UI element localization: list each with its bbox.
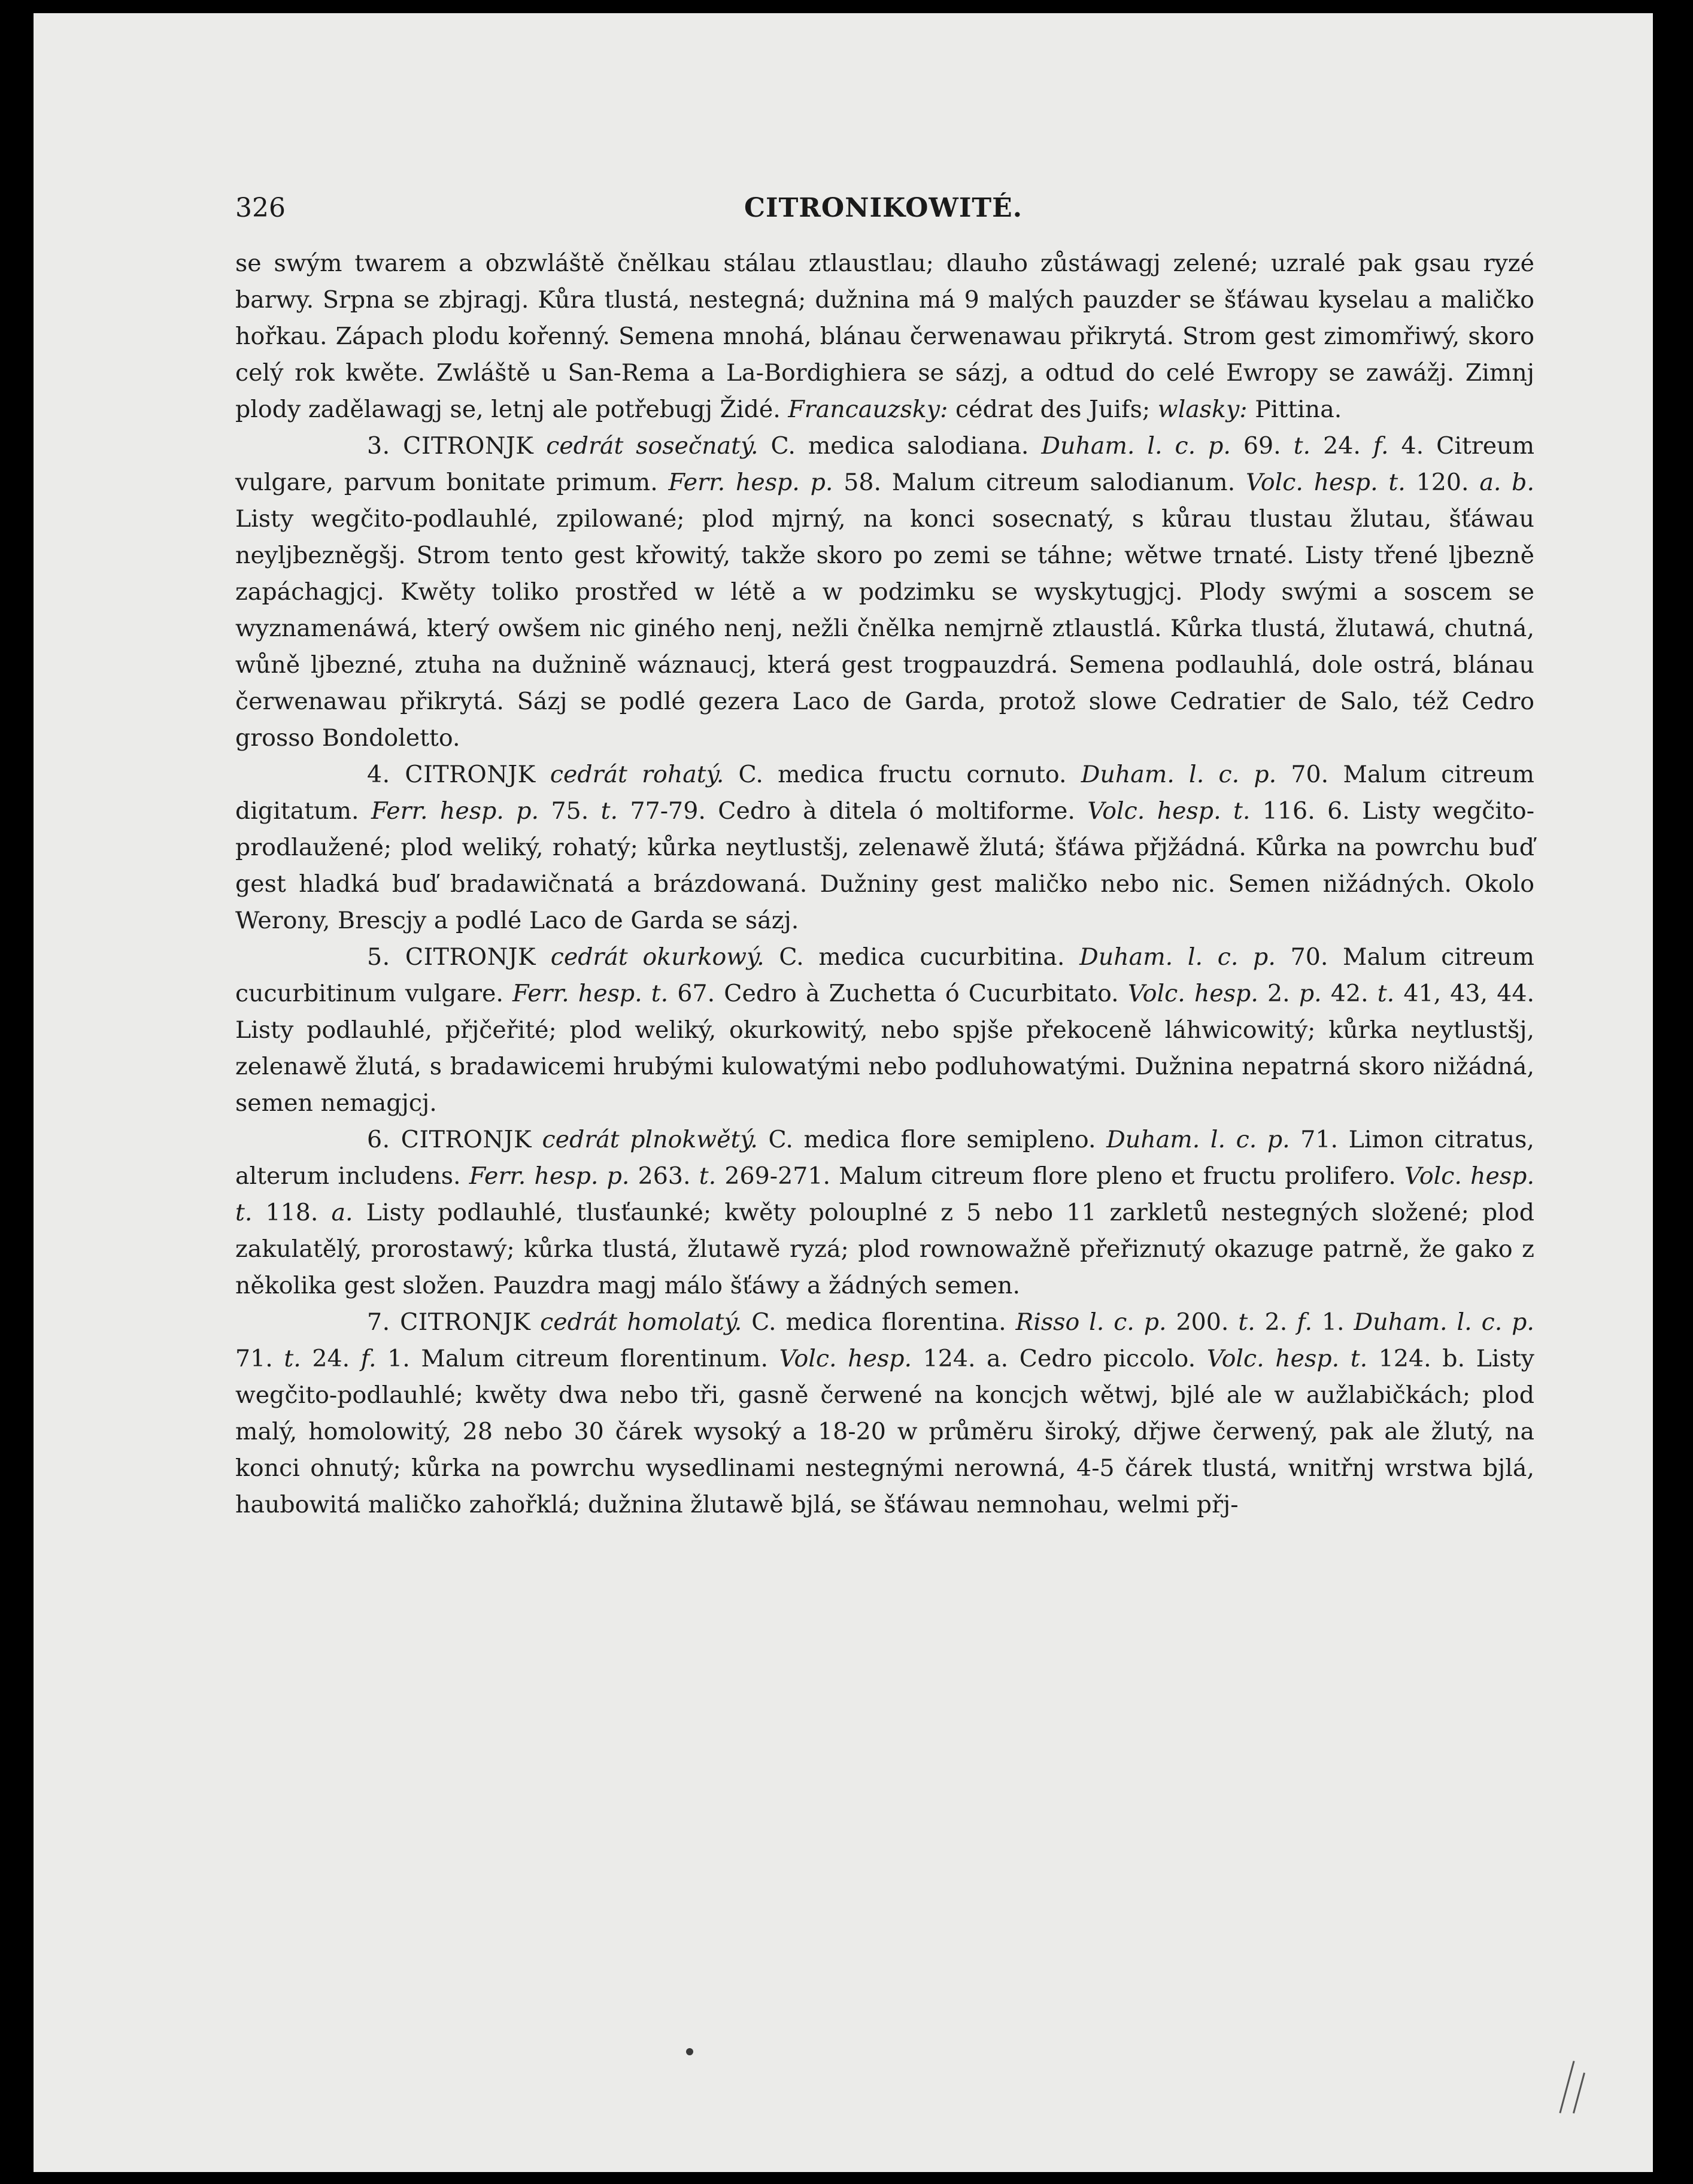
page-header bbox=[235, 193, 1037, 229]
paragraph-continuation: se swým twarem a obzwláště čnělkau stálau ztlaustlau; dlauho zůstáwagj zelené; uzralé pak gsau ryzé barwy. Srpna se zbjragj. Kůra tlustá, nestegná; dužnina má 9 malých pauzder se šťáwau kyselau a maličko hořkau. Zápach plodu kořenný. Semena mnohá, blánau čerwenawau přikrytá. Strom gest zimomřiwý, skoro celý rok kwěte. Zwláště u San-Rema a La-Bordighiera se sázj, a odtud do celé Ewropy se zawážj. Zimnj plody zadělawagj se, letnj ale potřebugj Židé. Francauzsky: cédrat des Juifs; wlasky: Pittina. bbox=[235, 250, 1534, 423]
species-entry-5: 5. CITRONJK cedrát okurkowý. C. medica cucurbitina. Duham. l. c. p. 70. Malum citreum cucurbitinum vulgare. Ferr. hesp. t. 67. Cedro à Zuchetta ó Cucurbitato. Volc. hesp. 2. p. 42. t. 41, 43, 44. Listy podlauhlé, přjčeřité; plod weliký, okurkowitý, nebo spjše překoceně láhwicowitý; kůrka neytlustšj, zelenawě žlutá, s bradawicemi hrubými kulowatými nebo podluhowatými. Dužnina nepatrná skoro nižádná, semen nemagjcj. bbox=[235, 943, 1535, 1117]
species-entry-3: 3. CITRONJK cedrát sosečnatý. C. medica salodiana. Duham. l. c. p. 69. t. 24. f. 4. Citreum vulgare, parvum bonitate primum. Ferr. hesp. p. 58. Malum citreum salodianum. Volc. hesp. t. 120. a. b. Listy wegčito-podlauhlé, zpilowané; plod mjrný, na konci sosecnatý, s kůrau tlustau žlutau, šťáwau neyljbezněgšj. Strom tento gest křowitý, takže skoro po zemi se táhne; wětwe trnaté. Listy třené ljbezně zapáchagjcj. Kwěty toliko prostřed w létě a w podzimku se wyskytugjcj. Plody swými a soscem se wyznamenáwá, který owšem nic giného nenj, nežli čnělka nemjrně ztlaustlá. Kůrka tlustá, žlutawá, chutná, wůně ljbezné, ztuha na dužnině wáznaucj, která gest trogpauzdrá. Semena podlauhlá, dole ostrá, blánau čerwenawau přikrytá. Sázj se podlé gezera Laco de Garda, protož slowe Cedratier de Salo, též Cedro grosso Bondoletto. bbox=[235, 432, 1535, 752]
paper-scratch bbox=[1573, 2073, 1585, 2113]
running-title: CITRONIKOWITÉ. bbox=[744, 193, 1023, 223]
page-number: 326 bbox=[235, 193, 286, 223]
species-entry-6: 6. CITRONJK cedrát plnokwětý. C. medica flore semipleno. Duham. l. c. p. 71. Limon citratus, alterum includens. Ferr. hesp. p. 263. t. 269-271. Malum citreum flore pleno et fructu prolifero. Volc. hesp. t. 118. a. Listy podlauhlé, tlusťaunké; kwěty polouplné z 5 nebo 11 zarkletů nestegných složené; plod zakulatělý, prorostawý; kůrka tlustá, žlutawě ryzá; plod rownowažně přeřiznutý okazuge patrně, že gako z několika gest složen. Pauzdra magj málo šťáwy a žádných semen. bbox=[235, 1126, 1535, 1299]
body-text bbox=[235, 245, 1534, 1523]
book-page bbox=[34, 13, 1653, 2172]
ink-speck bbox=[686, 2048, 693, 2055]
species-entry-7: 7. CITRONJK cedrát homolatý. C. medica florentina. Risso l. c. p. 200. t. 2. f. 1. Duham. l. c. p. 71. t. 24. f. 1. Malum citreum florentinum. Volc. hesp. 124. a. Cedro piccolo. Volc. hesp. t. 124. b. Listy wegčito-podlauhlé; kwěty dwa nebo tři, gasně čerwené na koncjch wětwj, bjlé ale w aužlabičkách; plod malý, homolowitý, 28 nebo 30 čárek wysoký a 18-20 w průměru široký, dřjwe čerwený, pak ale žlutý, na konci ohnutý; kůrka na powrchu wysedlinami nestegnými nerowná, 4-5 čárek tlustá, wnitřnj wrstwa bjlá, haubowitá maličko zahořklá; dužnina žlutawě bjlá, se šťáwau nemnohau, welmi přj- bbox=[235, 1308, 1534, 1518]
species-entry-4: 4. CITRONJK cedrát rohatý. C. medica fructu cornuto. Duham. l. c. p. 70. Malum citreum digitatum. Ferr. hesp. p. 75. t. 77-79. Cedro à ditela ó moltiforme. Volc. hesp. t. 116. 6. Listy wegčito-prodlaužené; plod weliký, rohatý; kůrka neytlustšj, zelenawě žlutá; šťáwa přjžádná. Kůrka na powrchu buď gest hladká buď bradawičnatá a brázdowaná. Dužniny gest maličko nebo nic. Semen nižádných. Okolo Werony, Brescjy a podlé Laco de Garda se sázj. bbox=[235, 761, 1535, 934]
paper-scratch bbox=[1559, 2061, 1574, 2113]
